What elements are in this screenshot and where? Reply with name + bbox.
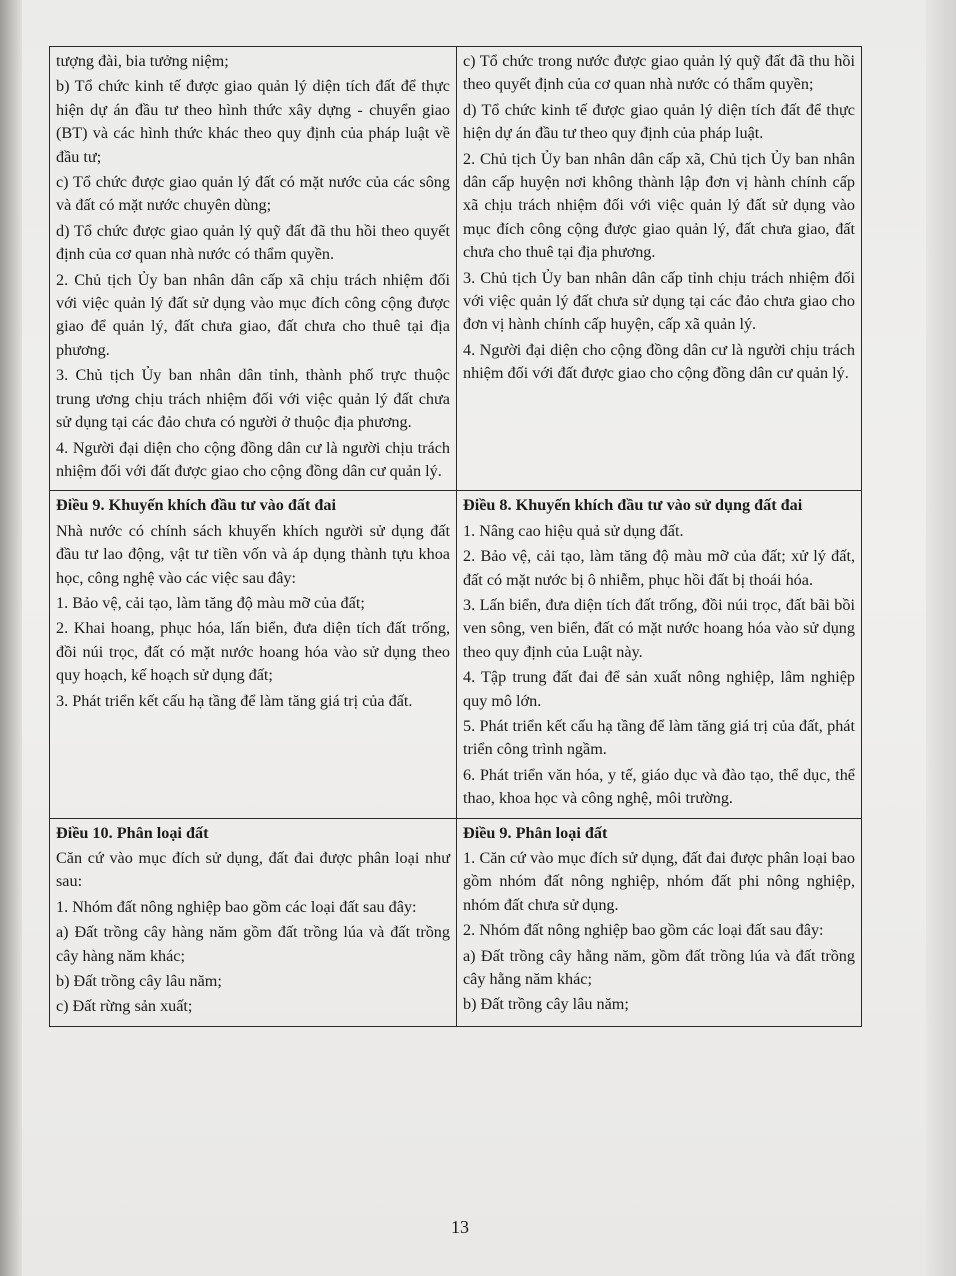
article-heading: Điều 10. Phân loại đất xyxy=(56,823,209,842)
clause-paragraph: b) Đất trồng cây lâu năm; xyxy=(463,995,629,1014)
clause-paragraph: 1. Căn cứ vào mục đích sử dụng, đất đai được phân loại bao gồm nhóm đất nông nghiệp, nhóm đất phi nông nghiệp, nhóm đất chưa sử dụng. xyxy=(463,849,855,914)
clause-paragraph: 4. Người đại diện cho cộng đồng dân cư là người chịu trách nhiệm đối với đất được giao cho cộng đồng dân cư quản lý. xyxy=(56,438,450,480)
clause-paragraph: c) Đất rừng sản xuất; xyxy=(56,997,193,1016)
clause-paragraph: c) Tổ chức được giao quản lý đất có mặt nước của các sông và đất có mặt nước chuyên dùng; xyxy=(56,173,450,215)
clause-paragraph: d) Tổ chức kinh tế được giao quản lý diện tích đất để thực hiện dự án đầu tư theo quy định của pháp luật. xyxy=(463,100,855,143)
left-column-cell xyxy=(50,47,457,491)
clause-paragraph: tượng đài, bia tưởng niệm; xyxy=(56,52,229,70)
clause-paragraph: 1. Nâng cao hiệu quả sử dụng đất. xyxy=(463,521,684,540)
comparison-table xyxy=(49,46,862,1027)
clause-paragraph: 1. Nhóm đất nông nghiệp bao gồm các loại đất sau đây: xyxy=(56,897,417,916)
clause-paragraph: 3. Lấn biển, đưa diện tích đất trống, đồi núi trọc, đất bãi bồi ven sông, ven biển, đất có mặt nước hoang hóa vào sử dụng theo quy định của Luật này. xyxy=(463,595,855,661)
clause-paragraph: 3. Phát triển kết cấu hạ tầng để làm tăng giá trị của đất. xyxy=(56,691,413,710)
table-row xyxy=(50,47,862,491)
clause-paragraph: b) Tổ chức kinh tế được giao quản lý diện tích đất để thực hiện dự án đầu tư theo hình thức xây dựng - chuyển giao (BT) và các hình thức khác theo quy định của pháp luật về đầu tư; xyxy=(56,77,450,166)
left-column-cell xyxy=(50,491,457,818)
left-column-cell xyxy=(50,818,457,1026)
clause-paragraph: 2. Nhóm đất nông nghiệp bao gồm các loại đất sau đây: xyxy=(463,921,824,940)
clause-paragraph: a) Đất trồng cây hàng năm gồm đất trồng lúa và đất trồng cây hàng năm khác; xyxy=(56,923,450,965)
binding-shadow xyxy=(0,0,22,1276)
clause-paragraph: 2. Chủ tịch Ủy ban nhân dân cấp xã chịu trách nhiệm đối với việc quản lý đất sử dụng vào mục đích công cộng được giao để quản lý, đất chưa giao, đất chưa cho thuê tại địa phương. xyxy=(56,270,450,359)
clause-paragraph: 3. Chủ tịch Ủy ban nhân dân cấp tỉnh chịu trách nhiệm đối với việc quản lý đất chưa sử dụng tại các đảo chưa giao cho đơn vị hành chính cấp huyện, cấp xã quản lý. xyxy=(463,268,855,334)
article-heading: Điều 8. Khuyến khích đầu tư vào sử dụng đất đai xyxy=(463,496,803,515)
clause-paragraph: b) Đất trồng cây lâu năm; xyxy=(56,972,222,991)
clause-paragraph: c) Tổ chức trong nước được giao quản lý quỹ đất đã thu hồi theo quyết định của cơ quan nhà nước có thẩm quyền; xyxy=(463,52,855,94)
article-heading: Điều 9. Phân loại đất xyxy=(463,823,608,842)
clause-paragraph: Căn cứ vào mục đích sử dụng, đất đai được phân loại như sau: xyxy=(56,849,450,891)
clause-paragraph: 5. Phát triển kết cấu hạ tầng để làm tăng giá trị của đất, phát triển công trình ngầm. xyxy=(463,716,855,759)
right-column-cell xyxy=(457,818,862,1026)
right-column-cell xyxy=(457,491,862,818)
table-row xyxy=(50,491,862,818)
clause-paragraph: 2. Khai hoang, phục hóa, lấn biển, đưa diện tích đất trống, đồi núi trọc, đất có mặt nước hoang hóa vào sử dụng theo quy hoạch, kế hoạch sử dụng đất; xyxy=(56,619,450,685)
right-column-cell xyxy=(457,47,862,491)
clause-paragraph: 4. Tập trung đất đai để sản xuất nông nghiệp, lâm nghiệp quy mô lớn. xyxy=(463,668,855,710)
comparison-table-body xyxy=(50,47,862,1027)
clause-paragraph: a) Đất trồng cây hằng năm, gồm đất trồng lúa và đất trồng cây hằng năm khác; xyxy=(463,946,855,989)
table-row xyxy=(50,818,862,1026)
clause-paragraph: Nhà nước có chính sách khuyến khích người sử dụng đất đầu tư lao động, vật tư tiền vốn và áp dụng thành tựu khoa học, công nghệ vào các việc sau đây: xyxy=(56,521,450,587)
page-edge xyxy=(926,0,956,1276)
clause-paragraph: 4. Người đại diện cho cộng đồng dân cư là người chịu trách nhiệm đối với đất được giao cho cộng đồng dân cư quản lý. xyxy=(463,340,855,383)
clause-paragraph: 6. Phát triển văn hóa, y tế, giáo dục và đào tạo, thể dục, thể thao, khoa học và công nghệ, môi trường. xyxy=(463,765,855,808)
clause-paragraph: 2. Chủ tịch Ủy ban nhân dân cấp xã, Chủ tịch Ủy ban nhân dân cấp huyện nơi không thành lập đơn vị hành chính cấp xã chịu trách nhiệm đối với việc quản lý đất sử dụng vào mục đích công cộng được giao quản lý, đất chưa giao, đất chưa cho thuê tại địa phương. xyxy=(463,149,855,262)
clause-paragraph: 3. Chủ tịch Ủy ban nhân dân tỉnh, thành phố trực thuộc trung ương chịu trách nhiệm đối với việc quản lý đất chưa sử dụng tại các đảo chưa có người ở thuộc địa phương. xyxy=(56,366,450,432)
article-heading: Điều 9. Khuyến khích đầu tư vào đất đai xyxy=(56,496,337,515)
page-number: 13 xyxy=(451,1217,469,1237)
clause-paragraph: 2. Bảo vệ, cải tạo, làm tăng độ màu mỡ của đất; xử lý đất, đất có mặt nước bị ô nhiễm, phục hồi đất bị thoái hóa. xyxy=(463,547,855,589)
clause-paragraph: d) Tổ chức được giao quản lý quỹ đất đã thu hồi theo quyết định của cơ quan nhà nước có thẩm quyền. xyxy=(56,221,450,264)
clause-paragraph: 1. Bảo vệ, cải tạo, làm tăng độ màu mỡ của đất; xyxy=(56,593,365,612)
